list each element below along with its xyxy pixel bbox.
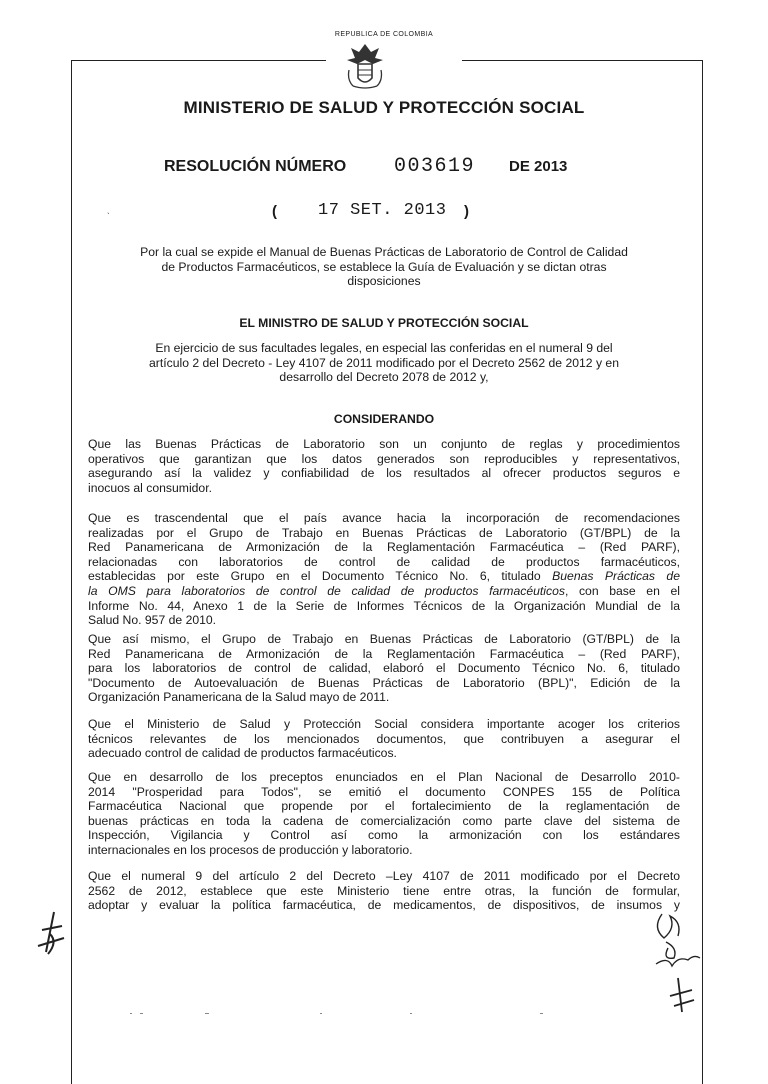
- subject-line: de Productos Farmacéuticos, se establece la Guía de Evaluación y se dictan otras: [161, 259, 607, 274]
- paragraph-line: Salud No. 957 de 2010.: [88, 613, 217, 628]
- paragraph-line: operativos que garantizan que los datos generados son reproducibles y representativos,: [88, 451, 680, 466]
- paragraph-segment: establecidas por este Grupo en el Documento Técnico No. 6, titulado: [88, 569, 541, 584]
- considerando-heading: CONSIDERANDO: [333, 412, 435, 426]
- minister-heading: EL MINISTRO DE SALUD Y PROTECCIÓN SOCIAL: [239, 316, 529, 330]
- paragraph-line: Informe No. 44, Anexo 1 de la Serie de Informes Técnicos de la Organización Mundial de la: [88, 598, 680, 613]
- considerando-paragraph-2: [88, 511, 680, 628]
- paragraph-line: relacionadas con laboratorios de control de calidad de productos farmacéuticos,: [88, 554, 680, 569]
- resolution-number-row: [0, 156, 768, 182]
- resolution-number: 003619: [394, 155, 476, 178]
- paragraph-line: Que el numeral 9 del artículo 2 del Decreto –Ley 4107 de 2011 modificado por el Decreto: [88, 869, 680, 883]
- paragraph-line: Que es trascendental que el país avance hacia la incorporación de recomendaciones: [88, 511, 680, 525]
- resolution-date-row: [0, 200, 768, 226]
- paragraph-line: asegurando así la validez y confiabilidad de los resultados al ofrecer productos seguros e: [88, 466, 680, 481]
- date-stamp: 17 SET. 2013: [318, 201, 447, 220]
- subject-line: disposiciones: [347, 274, 421, 289]
- paragraph-segment: , con base en el: [564, 583, 680, 598]
- considerando-paragraph-3: [88, 632, 680, 705]
- paragraph-line: internacionales en los procesos de producción y laboratorio.: [88, 842, 413, 857]
- paragraph-line: 2562 de 2012, establece que este Ministerio tiene entre otras, la función de formular,: [88, 883, 680, 898]
- paragraph-line: Red Panamericana de Armonización de la Reglamentación Farmacéutica – (Red PARF),: [88, 646, 680, 661]
- paragraph-line: Farmacéutica Nacional que propende por el fortalecimiento de la reglamentación de: [88, 799, 680, 814]
- paragraph-line: [88, 584, 680, 599]
- paragraph-line: adoptar y evaluar la política farmacéutica, de medicamentos, de dispositivos, de insumos y: [88, 898, 680, 913]
- resolution-year: DE 2013: [509, 158, 568, 175]
- paragraph-line: Que el Ministerio de Salud y Protección Social considera importante acoger los criterios: [88, 717, 680, 731]
- paragraph-line: "Documento de Autoevaluación de Buenas Prácticas de Laboratorio (BPL)", Edición de la: [88, 675, 680, 690]
- paragraph-line: técnicos relevantes de los mencionados documentos, que contribuyen a asegurar el: [88, 731, 680, 746]
- paragraph-line: 2014 "Prosperidad para Todos", se emitió el documento CONPES 155 de Política: [88, 784, 680, 799]
- legal-powers-text: [90, 341, 678, 385]
- paragraph-line: adecuado control de calidad de productos farmacéuticos.: [88, 746, 397, 761]
- scan-artifacts: [110, 1012, 630, 1016]
- signature-right-icon: [648, 908, 706, 1018]
- republic-label: REPUBLICA DE COLOMBIA: [334, 31, 434, 38]
- italic-title-segment: la OMS para laboratorios de control de calidad de productos farmacéuticos: [88, 583, 565, 598]
- subject-line: Por la cual se expide el Manual de Buenas Prácticas de Laboratorio de Control de Calidad: [140, 245, 628, 259]
- considerando-paragraph-4: [88, 717, 680, 761]
- date-paren-close: ): [464, 203, 469, 220]
- italic-title-segment: Buenas Prácticas de: [552, 569, 680, 584]
- paragraph-line: inocuos al consumidor.: [88, 480, 212, 495]
- paragraph-line: Que así mismo, el Grupo de Trabajo en Buenas Prácticas de Laboratorio (GT/BPL) de la: [88, 632, 680, 646]
- paragraph-line: buenas prácticas en toda la cadena de comercialización como parte clave del sistema de: [88, 813, 680, 828]
- powers-line: desarrollo del Decreto 2078 de 2012 y,: [279, 370, 489, 385]
- paragraph-line: Organización Panamericana de la Salud mayo de 2011.: [88, 690, 390, 705]
- considerando-paragraph-5: [88, 770, 680, 858]
- paragraph-line: [88, 569, 680, 584]
- powers-line: En ejercicio de sus facultades legales, en especial las conferidas en el numeral 9 del: [155, 341, 613, 355]
- paragraph-line: realizadas por el Grupo de Trabajo en Buenas Prácticas de Laboratorio (GT/BPL) de la: [88, 525, 680, 540]
- resolution-label: RESOLUCIÓN NÚMERO: [164, 158, 347, 175]
- ministry-title: MINISTERIO DE SALUD Y PROTECCIÓN SOCIAL: [183, 98, 585, 117]
- paragraph-line: Que las Buenas Prácticas de Laboratorio son un conjunto de reglas y procedimientos: [88, 437, 680, 451]
- considerando-paragraph-1: [88, 437, 680, 495]
- considerando-paragraph-6: [88, 869, 680, 913]
- scan-mark: `: [107, 212, 110, 221]
- paragraph-line: Red Panamericana de Armonización de la Reglamentación Farmacéutica – (Red PARF),: [88, 540, 680, 555]
- paragraph-line: Inspección, Vigilancia y Control así como la armonización con los estándares: [88, 828, 680, 843]
- paragraph-line: Que en desarrollo de los preceptos enunciados en el Plan Nacional de Desarrollo 2010-: [88, 770, 680, 784]
- resolution-subject: [90, 245, 678, 289]
- powers-line: artículo 2 del Decreto - Ley 4107 de 2011 modificado por el Decreto 2562 de 2012 y en: [149, 355, 619, 370]
- date-paren-open: (: [272, 203, 277, 220]
- signature-left-icon: [28, 908, 72, 958]
- paragraph-line: para los laboratorios de control de calidad, elaboró el Documento Técnico No. 6, titulado: [88, 661, 680, 676]
